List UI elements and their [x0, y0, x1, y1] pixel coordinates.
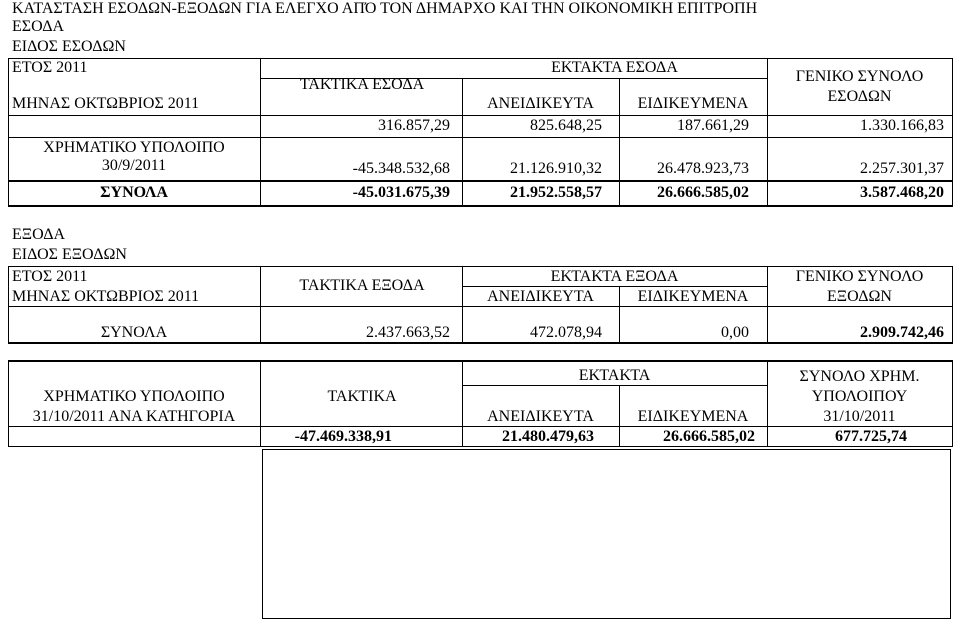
revenue-totals-label: ΣΥΝΟΛΑ — [100, 184, 168, 201]
expenses-month: ΜΗΝΑΣ ΟΚΤΩΒΡΙΟΣ 2011 — [12, 288, 200, 305]
balance-regular-header: ΤΑΚΤΙΚΑ — [327, 388, 397, 405]
revenue-section-label: ΕΣΟΔΑ — [12, 18, 65, 35]
revenue-totals-specified: 26.666.585,02 — [657, 184, 749, 201]
expenses-totals-label: ΣΥΝΟΛΑ — [100, 324, 168, 341]
expenses-section-label: ΕΞΟΔΑ — [12, 226, 66, 243]
revenue-total-header: ΓΕΝΙΚΟ ΣΥΝΟΛΟ — [795, 68, 924, 85]
balance-unspecified-header: ΑΝΕΙΔΙΚΕΥΤΑ — [487, 408, 594, 425]
balance-total-header: ΣΥΝΟΛΟ ΧΡΗΜ. — [799, 368, 920, 385]
document-title: ΚΑΤΑΣΤΑΣΗ ΕΣΟΔΩΝ-ΕΞΟΔΩΝ ΓΙΑ ΕΛΕΓΧΟ ΑΠΌ ΤΟΝ ΔΗΜΑΡΧΟ ΚΑΙ ΤΗΝ ΟΙΚΟΝΟΜΙΚΗ ΕΠΙΤΡΟΠΗ — [12, 0, 758, 17]
balance-specified-header: ΕΙΔΙΚΕΥΜΕΝΑ — [637, 408, 749, 425]
revenue-unspecified-header: ΑΝΕΙΔΙΚΕΥΤΑ — [487, 95, 594, 112]
expenses-totals-specified: 0,00 — [721, 324, 749, 341]
revenue-year: ΕΤΟΣ 2011 — [12, 59, 88, 76]
expenses-unspecified-header: ΑΝΕΙΔΙΚΕΥΤΑ — [487, 288, 594, 305]
revenue-regular-header: ΤΑΚΤΙΚΑ ΕΣΟΔΑ — [299, 76, 425, 93]
expenses-totals-total: 2.909.742,46 — [860, 324, 944, 341]
revenue-balance-regular: -45.348.532,68 — [352, 160, 450, 177]
revenue-month: ΜΗΝΑΣ ΟΚΤΩΒΡΙΟΣ 2011 — [12, 95, 200, 112]
revenue-balance-date: 30/9/2011 — [101, 157, 167, 174]
expenses-totals-unspecified: 472.078,94 — [530, 324, 602, 341]
empty-box — [262, 449, 951, 619]
revenue-balance-specified: 26.478.923,73 — [657, 160, 749, 177]
expenses-year: ΕΤΟΣ 2011 — [12, 268, 88, 285]
revenue-balance-label: ΧΡΗΜΑΤΙΚΟ ΥΠΟΛΟΙΠΟ — [43, 139, 225, 156]
expenses-extra-header: ΕΚΤΑΚΤΑ ΕΞΟΔΑ — [550, 268, 679, 285]
revenue-balance-unspecified: 21.126.910,32 — [510, 160, 602, 177]
revenue-totals-regular: -45.031.675,39 — [352, 184, 450, 201]
balance-extra-header: ΕΚΤΑΚΤΑ — [578, 367, 651, 384]
expenses-totals-regular: 2.437.663,52 — [366, 324, 450, 341]
expenses-total-header: ΓΕΝΙΚΟ ΣΥΝΟΛΟ — [795, 268, 924, 285]
revenue-totals-unspecified: 21.952.558,57 — [510, 184, 602, 201]
balance-total-header-3: 31/10/2011 — [823, 408, 896, 425]
revenue-kind-label: ΕΙΔΟΣ ΕΣΟΔΩΝ — [12, 38, 126, 55]
revenue-month-unspecified: 825.648,25 — [530, 117, 602, 134]
revenue-totals-total: 3.587.468,20 — [860, 184, 944, 201]
revenue-month-specified: 187.661,29 — [677, 117, 749, 134]
balance-row-unspecified: 21.480.479,63 — [502, 428, 594, 445]
revenue-month-regular: 316.857,29 — [378, 117, 450, 134]
expenses-specified-header: ΕΙΔΙΚΕΥΜΕΝΑ — [637, 288, 749, 305]
balance-label: ΧΡΗΜΑΤΙΚΟ ΥΠΟΛΟΙΠΟ — [43, 388, 225, 405]
revenue-total-header-2: ΕΣΟΔΩΝ — [827, 88, 892, 105]
revenue-balance-total: 2.257.301,37 — [860, 160, 944, 177]
balance-row-regular: -47.469.338,91 — [294, 428, 392, 445]
expenses-regular-header: ΤΑΚΤΙΚΑ ΕΞΟΔΑ — [299, 277, 425, 294]
expenses-kind-label: ΕΙΔΟΣ ΕΞΟΔΩΝ — [12, 246, 127, 263]
revenue-month-total: 1.330.166,83 — [860, 117, 944, 134]
revenue-extra-header: ΕΚΤΑΚΤΑ ΕΣΟΔΑ — [551, 59, 678, 76]
expenses-total-header-2: ΕΞΟΔΩΝ — [827, 288, 892, 305]
revenue-specified-header: ΕΙΔΙΚΕΥΜΕΝΑ — [637, 95, 749, 112]
balance-row-total: 677.725,74 — [835, 428, 907, 445]
balance-label-date: 31/10/2011 ΑΝΑ ΚΑΤΗΓΟΡΙΑ — [32, 408, 236, 425]
balance-row-specified: 26.666.585,02 — [663, 428, 755, 445]
balance-total-header-2: ΥΠΟΛΟΙΠΟΥ — [811, 388, 908, 405]
